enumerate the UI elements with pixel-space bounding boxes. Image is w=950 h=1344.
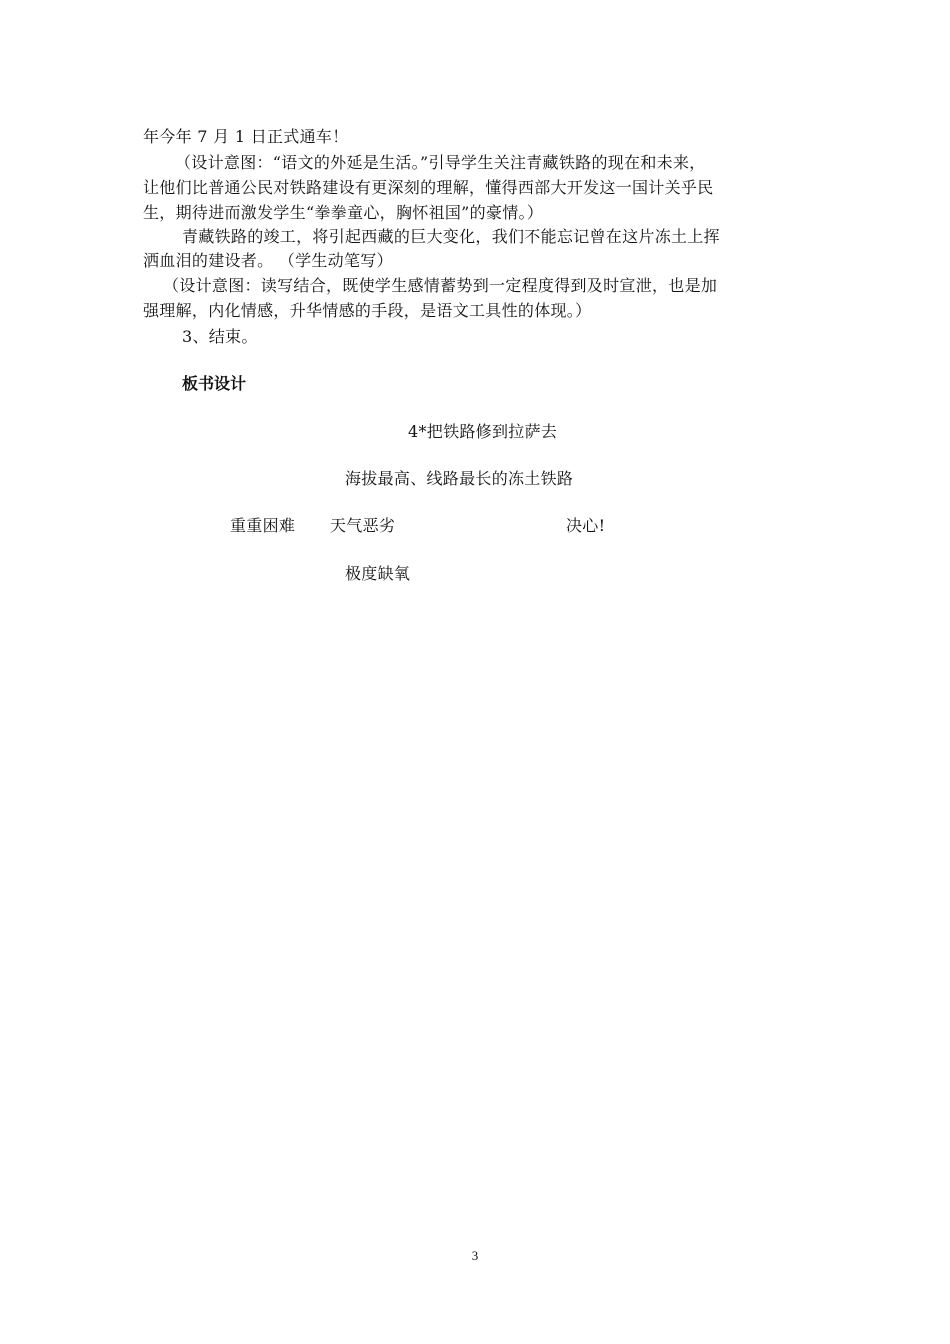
- paragraph-line: 青藏铁路的竣工，将引起西藏的巨大变化，我们不能忘记曾在这片冻土上挥: [182, 227, 720, 246]
- paragraph-line: 洒血泪的建设者。 （学生动笔写）: [143, 251, 393, 270]
- board-subtitle: 海拔最高、线路最长的冻土铁路: [345, 469, 574, 488]
- design-intent-line: 强理解，内化情感，升华情感的手段，是语文工具性的体现。）: [143, 301, 592, 320]
- board-design-heading: 板书设计: [182, 374, 247, 393]
- paragraph-line: 3、结束。: [182, 327, 258, 346]
- board-title: 4*把铁路修到拉萨去: [408, 422, 558, 441]
- board-difficulty-label: 重重困难: [230, 516, 296, 535]
- design-intent-line: 让他们比普通公民对铁路建设有更深刻的理解，懂得西部大开发这一国计关乎民: [143, 178, 714, 197]
- board-determination: 决心!: [566, 516, 606, 535]
- design-intent-line: （设计意图：“语文的外延是生活。”引导学生关注青藏铁路的现在和未来，: [175, 153, 706, 172]
- paragraph-line: 年今年 7 月 1 日正式通车！: [143, 127, 349, 146]
- design-intent-line: （设计意图：读写结合，既使学生感情蓄势到一定程度得到及时宣泄，也是加: [163, 276, 718, 295]
- page-number: 3: [471, 1248, 479, 1263]
- board-oxygen: 极度缺氧: [345, 564, 411, 583]
- board-weather: 天气恶劣: [330, 516, 396, 535]
- design-intent-line: 生，期待进而激发学生“拳拳童心，胸怀祖国”的豪情。）: [143, 203, 544, 222]
